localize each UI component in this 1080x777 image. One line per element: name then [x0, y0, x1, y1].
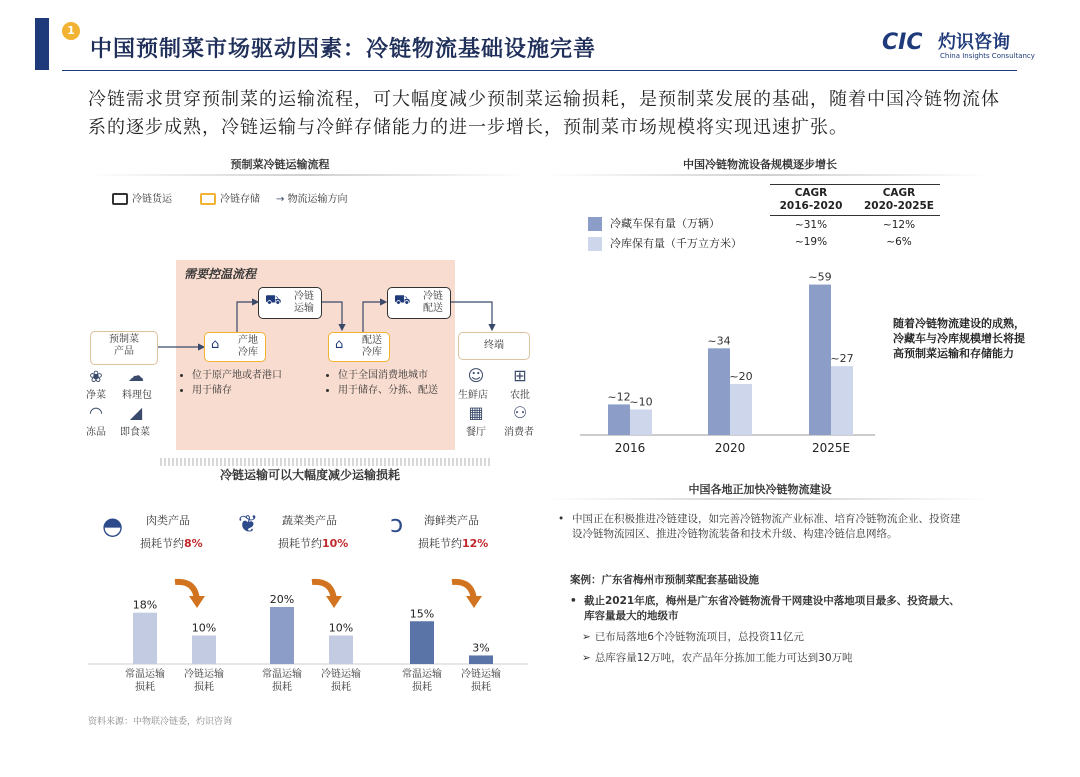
- bar-s0-2020: [708, 348, 730, 435]
- restaurant-icon: ▦: [468, 403, 484, 422]
- end-item-2: 餐厅: [466, 427, 486, 438]
- saving-vegetable: 损耗节约10%: [278, 537, 349, 550]
- source-item-0: 净菜: [86, 390, 106, 401]
- savings-bar-value-0-1: 10%: [191, 621, 217, 635]
- cagr-s2-p2: ~6%: [886, 236, 912, 248]
- bar-s1-2025E: [831, 366, 853, 435]
- end-item-3: 消费者: [504, 427, 534, 438]
- food-pack-icon: ☁: [128, 366, 144, 385]
- temperature-control-title: 需要控温流程: [184, 267, 257, 281]
- x-tick-2025E: 2025E: [811, 441, 851, 455]
- flow-section-rule: [88, 174, 528, 176]
- cagr-s2-p1: ~19%: [794, 236, 828, 248]
- series2-swatch: [588, 237, 602, 251]
- end-item-1: 农批: [510, 390, 530, 401]
- decrease-arrow-head-1: [326, 596, 342, 608]
- origin-bullets: • 位于原产地或者港口 • 用于储存: [176, 368, 332, 398]
- savings-bar-2-1: [469, 655, 493, 664]
- series2-legend: 冷库保有量（千万立方米）: [588, 235, 742, 251]
- saving-seafood: 损耗节约12%: [418, 537, 489, 550]
- bar-label-normal-0: 常温运输损耗: [125, 669, 165, 693]
- category-name-meat: 肉类产品: [146, 514, 190, 527]
- source-footer: 资料来源：中物联冷链委，灼识咨询: [88, 717, 233, 727]
- cagr-top-rule: [770, 184, 940, 185]
- bar-label-s1-2025E: ~27: [830, 352, 854, 366]
- bar-label-s1-2020: ~20: [729, 370, 753, 383]
- bar-s0-2025E: [809, 285, 831, 435]
- savings-bar-value-2-1: 3%: [472, 641, 490, 655]
- bar-label-s0-2025E: ~59: [808, 270, 832, 284]
- intro-text: 冷链需求贯穿预制菜的运输流程，可大幅度减少预制菜运输损耗，是预制菜发展的基础，随着中国冷链物流体系的逐步成熟，冷链运输与冷鲜存储能力的进一步增长，预制菜市场规模将实现迅速扩张。: [88, 89, 1000, 138]
- equipment-bar-chart: [575, 270, 885, 460]
- source-item-1: 料理包: [122, 390, 152, 401]
- category-name-seafood: 海鲜类产品: [424, 514, 479, 527]
- policy-bullet: • 中国正在积极推进冷链建设，如完善冷链物流产业标准、培育冷链物流企业、投资建设冷链物流园区、推进冷链物流装备和技术升级、构建冷链信息网络。: [558, 513, 961, 540]
- chart-section-rule: [545, 174, 990, 176]
- series1-swatch: [588, 217, 602, 231]
- bar-s1-2020: [730, 384, 752, 435]
- decrease-arrow-head-0: [189, 596, 205, 608]
- cagr-header-1: CAGR 2016-2020: [779, 187, 843, 212]
- case-sub-2: ➢ 总库容量12万吨，农产品年分拣加工能力可达到30万吨: [582, 652, 853, 664]
- bar-label-normal-2: 常温运输损耗: [402, 669, 442, 693]
- basket-icon: ⊞: [513, 366, 527, 385]
- logo-en-text: China Insights Consultancy: [940, 52, 1035, 60]
- legend-direction: → 物流运输方向: [276, 194, 348, 205]
- savings-bars: [88, 570, 528, 670]
- bar-label-s1-2016: ~10: [629, 395, 653, 409]
- consumer-icon: ⚇: [512, 403, 528, 422]
- savings-bar-0-0: [133, 613, 157, 664]
- cagr-header-2: CAGR 2020-2025E: [864, 187, 934, 212]
- bar-label-s0-2016: ~12: [607, 390, 631, 404]
- legend-cold-storage: 冷链存储: [200, 190, 260, 205]
- accent-bar: [35, 18, 49, 70]
- fresh-store-icon: ☺: [467, 366, 485, 385]
- chart-section-title: 中国冷链物流设备规模逐步增长: [683, 158, 837, 171]
- x-tick-2016: 2016: [614, 441, 646, 455]
- end-item-0: 生鲜店: [458, 390, 488, 401]
- case-title: 案例：广东省梅州市预制菜配套基础设施: [570, 574, 759, 586]
- savings-bar-1-1: [329, 636, 353, 665]
- savings-bar-value-1-0: 20%: [269, 593, 295, 606]
- category-name-vegetable: 蔬菜类产品: [282, 514, 337, 527]
- source-node: 预制菜产品: [90, 331, 158, 365]
- legend-cold-freight: 冷链货运: [112, 190, 172, 205]
- shrimp-icon: ↄ: [390, 510, 404, 538]
- savings-divider: [160, 458, 490, 466]
- warehouse-icon: ⌂: [211, 337, 220, 352]
- savings-bar-value-2-0: 15%: [409, 607, 435, 621]
- bar-s0-2016: [608, 404, 630, 435]
- savings-bar-2-0: [410, 621, 434, 664]
- bar-label-cold-0: 冷链运输损耗: [184, 669, 224, 693]
- cagr-s1-p1: ~31%: [794, 219, 828, 231]
- warehouse-icon-2: ⌂: [335, 337, 344, 352]
- vegetable-icon: ❀: [89, 367, 103, 386]
- logo-cn-text: 灼识咨询: [938, 32, 1010, 53]
- frozen-icon: ◠: [89, 403, 103, 422]
- ready-meal-icon: ◢: [129, 403, 143, 422]
- policy-section-rule: [545, 498, 990, 500]
- cold-delivery-node: ⛟ 冷链配送: [387, 287, 451, 319]
- case-sub-1: ➢ 已布局落地6个冷链物流项目，总投资11亿元: [582, 631, 804, 643]
- header-rule: [62, 70, 1017, 71]
- case-bullet: • 截止2021年底，梅州是广东省冷链物流骨干网建设中落地项目最多、投资最大、库容量最大的地级市: [570, 595, 960, 622]
- cic-logo: [882, 28, 1035, 62]
- chart-side-note: 随着冷链物流建设的成熟，冷藏车与冷库规模增长将提高预制菜运输和存储能力: [893, 317, 1025, 360]
- origin-cold-storage-node: ⌂ 产地冷库: [204, 332, 266, 362]
- source-item-2: 冻品: [86, 427, 106, 438]
- bar-label-s0-2020: ~34: [707, 334, 731, 348]
- vegetable-leaf-icon: ❦: [238, 510, 259, 538]
- source-item-3: 即食菜: [120, 427, 150, 438]
- savings-bar-value-1-1: 10%: [328, 621, 354, 635]
- truck-icon-2: ⛟: [394, 293, 411, 308]
- savings-bar-0-1: [192, 636, 216, 665]
- page-title: 中国预制菜市场驱动因素：冷链物流基础设施完善: [90, 37, 597, 62]
- decrease-arrow-head-2: [466, 596, 482, 608]
- saving-meat: 损耗节约8%: [140, 537, 203, 550]
- savings-bar-1-0: [270, 607, 294, 664]
- cold-transport-node: ⛟ 冷链运输: [258, 287, 322, 319]
- cagr-mid-rule: [770, 215, 940, 216]
- savings-bar-value-0-0: 18%: [132, 598, 158, 612]
- section-number-badge: 1: [62, 22, 80, 40]
- policy-section-title: 中国各地正加快冷链物流建设: [688, 483, 832, 496]
- flow-section-title: 预制菜冷链运输流程: [230, 158, 330, 171]
- distribution-bullets: • 位于全国消费地城市 • 用于储存、分拣、配送: [322, 368, 460, 398]
- bar-label-normal-1: 常温运输损耗: [262, 669, 302, 693]
- savings-section-title: 冷链运输可以大幅度减少运输损耗: [219, 468, 400, 482]
- bar-s1-2016: [630, 410, 652, 436]
- distribution-cold-storage-node: ⌂ 配送冷库: [328, 332, 390, 362]
- x-tick-2020: 2020: [714, 441, 746, 455]
- meat-icon: ◓: [102, 512, 123, 540]
- terminal-node: 终端: [458, 332, 530, 360]
- series1-legend: 冷藏车保有量（万辆）: [588, 215, 720, 231]
- logo-cic-text: CIC: [882, 30, 923, 55]
- bar-label-cold-1: 冷链运输损耗: [321, 669, 361, 693]
- bar-label-cold-2: 冷链运输损耗: [461, 669, 501, 693]
- truck-icon: ⛟: [265, 293, 282, 308]
- cagr-s1-p2: ~12%: [882, 219, 916, 231]
